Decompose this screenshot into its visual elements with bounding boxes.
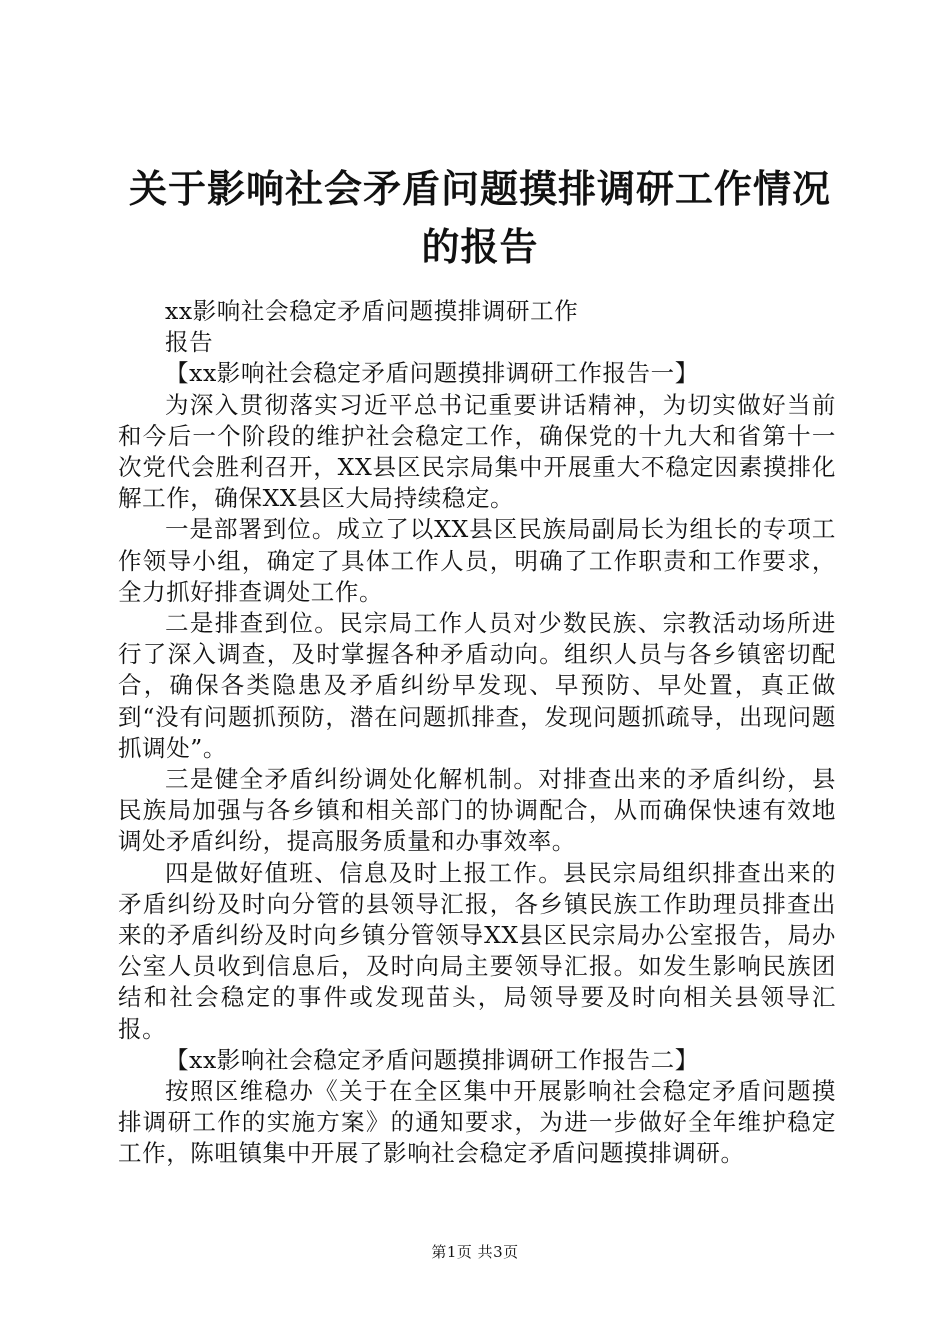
- subtitle-line: xx影响社会稳定矛盾问题摸排调研工作: [165, 297, 579, 325]
- subtitle-line-continued: 报告: [165, 328, 214, 357]
- document-title: 关于影响社会矛盾问题摸排调研工作情况的报告: [128, 166, 831, 269]
- document-body: [118, 296, 836, 1170]
- body-paragraph: 为深入贯彻落实习近平总书记重要讲话精神，为切实做好当前和今后一个阶段的维护社会稳定工作，确保党的十九大和省第十一次党代会胜利召开，XX县区民宗局集中开展重大不稳定因素摸排化解工作，确保XX县区大局持续稳定。: [118, 390, 836, 513]
- page-footer: 第1页 共3页: [431, 1243, 519, 1261]
- body-paragraph: 一是部署到位。成立了以XX县区民族局副局长为组长的专项工作领导小组，确定了具体工作人员，明确了工作职责和工作要求，全力抓好排查调处工作。: [118, 515, 836, 606]
- section-heading: 【xx影响社会稳定矛盾问题摸排调研工作报告一】: [165, 359, 699, 388]
- section-heading: 【xx影响社会稳定矛盾问题摸排调研工作报告二】: [165, 1045, 699, 1074]
- body-paragraph: 二是排查到位。民宗局工作人员对少数民族、宗教活动场所进行了深入调查，及时掌握各种矛盾动向。组织人员与各乡镇密切配合，确保各类隐患及矛盾纠纷早发现、早预防、早处置，真正做到“没有问题抓预防，潜在问题抓排查，发现问题抓疏导，出现问题抓调处”。: [118, 609, 836, 762]
- body-paragraph: 四是做好值班、信息及时上报工作。县民宗局组织排查出来的矛盾纠纷及时向分管的县领导汇报，各乡镇民族工作助理员排查出来的矛盾纠纷及时向乡镇分管领导XX县区民宗局办公室报告，局办公室人员收到信息后，及时向局主要领导汇报。如发生影响民族团结和社会稳定的事件或发现苗头，局领导要及时向相关县领导汇报。: [118, 858, 836, 1043]
- body-paragraph: 按照区维稳办《关于在全区集中开展影响社会稳定矛盾问题摸排调研工作的实施方案》的通知要求，为进一步做好全年维护稳定工作，陈咀镇集中开展了影响社会稳定矛盾问题摸排调研。: [118, 1077, 836, 1168]
- body-paragraph: 三是健全矛盾纠纷调处化解机制。对排查出来的矛盾纠纷，县民族局加强与各乡镇和相关部门的协调配合，从而确保快速有效地调处矛盾纠纷，提高服务质量和办事效率。: [118, 765, 836, 856]
